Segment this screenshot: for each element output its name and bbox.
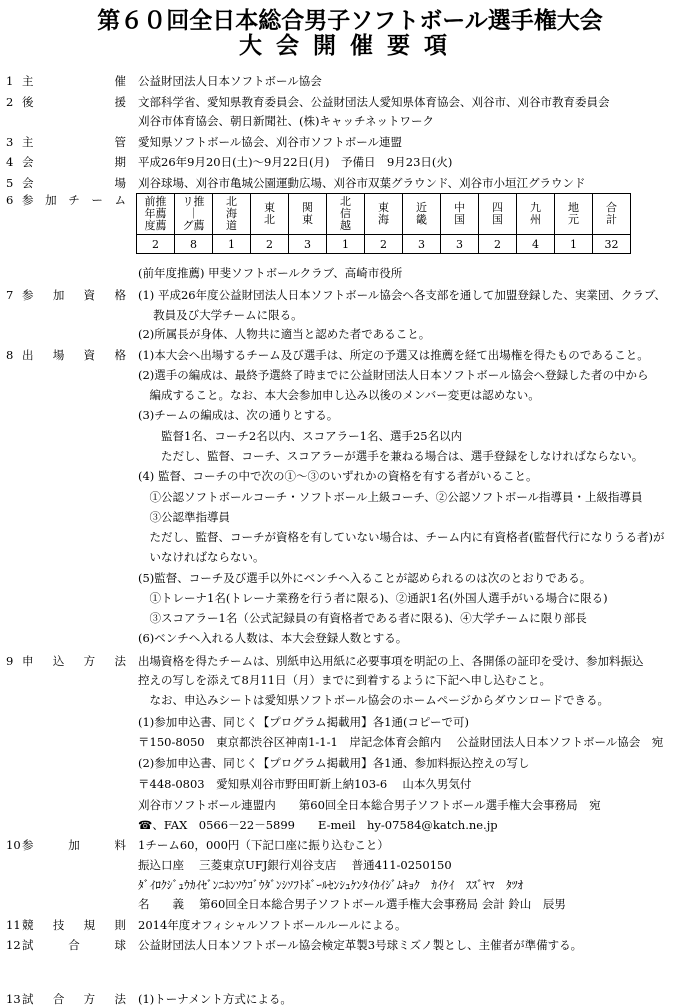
team-header-cell: 前推 年薦 度薦 xyxy=(137,194,175,235)
team-allocation-table xyxy=(136,193,631,254)
section-text-line: 2014年度オフィシャルソフトボールルールによる。 xyxy=(138,918,407,932)
section-number: 7 xyxy=(6,288,14,302)
section-text-line: (2)参加申込書、同じく【プログラム掲載用】各1通、参加料振込控えの写し xyxy=(138,756,530,770)
section-text-line: 公益財団法人日本ソフトボール協会検定革製3号球ミズノ製とし、主催者が準備する。 xyxy=(138,938,583,952)
section-text-line: (6)ベンチへ入れる人数は、本大会登録人数とする。 xyxy=(138,631,408,645)
team-value-cell: 2 xyxy=(137,235,175,254)
team-header-cell: 東 海 xyxy=(365,194,403,235)
section-number: 6 xyxy=(6,193,14,207)
section-text-line: 1チーム60，000円（下記口座に振り込むこと） xyxy=(138,838,389,852)
team-value-cell: 1 xyxy=(327,235,365,254)
section-label: 会 場 xyxy=(22,176,126,190)
team-header-cell: 関 東 xyxy=(289,194,327,235)
section-text-line: 平成26年9月20日(土)～9月22日(月) 予備日 9月23日(火) xyxy=(138,155,453,169)
section-text-line: (1)参加申込書、同じく【プログラム掲載用】各1通(コピーで可) xyxy=(138,715,470,729)
document-title: 第６０回全日本総合男子ソフトボール選手権大会 xyxy=(97,8,603,34)
section-label: 会 期 xyxy=(22,155,126,169)
section-text-line: (5)監督、コーチ及び選手以外にベンチへ入ることが認められるのは次のとおりである。 xyxy=(138,571,592,585)
section-text-line: 名 義 第60回全日本総合男子ソフトボール選手権大会事務局 会計 鈴山 辰男 xyxy=(138,897,566,911)
team-header-cell: 四 国 xyxy=(479,194,517,235)
section-text-line: 公益財団法人日本ソフトボール協会 xyxy=(138,74,322,88)
section-text-line: (4) 監督、コーチの中で次の①～③のいずれかの資格を有する者がいること。 xyxy=(138,469,538,483)
team-value-cell: 2 xyxy=(365,235,403,254)
section-number: 8 xyxy=(6,348,14,362)
section-number: 4 xyxy=(6,155,14,169)
team-note: (前年度推薦) 甲斐ソフトボールクラブ、高崎市役所 xyxy=(138,266,403,280)
section-label: 主 管 xyxy=(22,135,126,149)
team-value-cell: 2 xyxy=(251,235,289,254)
section-text-line: (1)本大会へ出場するチーム及び選手は、所定の予選又は推薦を経て出場権を得たものであること。 xyxy=(138,348,649,362)
section-text-line: (2)選手の編成は、最終予選終了時までに公益財団法人日本ソフトボール協会へ登録した者の中から xyxy=(138,368,649,382)
section-text-line: 出場資格を得たチームは、別紙申込用紙に必要事項を明記の上、各開係の証印を受け、参加料振込 xyxy=(138,654,644,668)
section-label: 参 加 資 格 xyxy=(22,288,126,302)
team-header-cell: 合 計 xyxy=(593,194,631,235)
section-number: 3 xyxy=(6,135,14,149)
team-value-cell: 3 xyxy=(289,235,327,254)
section-number: 13 xyxy=(6,992,21,1006)
team-header-cell: 近 畿 xyxy=(403,194,441,235)
section-text-line: 刈谷市ソフトボール連盟内 第60回全日本総合男子ソフトボール選手権大会事務局 宛 xyxy=(138,798,601,812)
section-number: 1 xyxy=(6,74,14,88)
team-value-cell: 2 xyxy=(479,235,517,254)
section-text-line: いなければならない。 xyxy=(138,550,265,564)
team-header-cell: リ推 ｜ グ薦 xyxy=(175,194,213,235)
document-subtitle: 大会開催要項 xyxy=(239,33,461,59)
team-header-cell: 東 北 xyxy=(251,194,289,235)
section-text-line: なお、申込みシートは愛知県ソフトボール協会のホームページからダウンロードできる。 xyxy=(138,693,610,707)
section-text-line: 刈谷市体育協会、朝日新聞社、(株)キャッチネットワーク xyxy=(138,114,435,128)
team-header-cell: 中 国 xyxy=(441,194,479,235)
section-label: 後 援 xyxy=(22,95,126,109)
section-number: 9 xyxy=(6,654,14,668)
section-text-line: ☎、FAX 0566－22－5899 E-meil hy-07584@katch.ne.jp xyxy=(138,818,498,832)
section-label: 参 加 チ ー ム xyxy=(22,193,126,207)
section-label: 競 技 規 則 xyxy=(22,918,126,932)
team-value-cell: 8 xyxy=(175,235,213,254)
team-header-cell: 北 海 道 xyxy=(213,194,251,235)
section-label: 出 場 資 格 xyxy=(22,348,126,362)
team-value-cell: 1 xyxy=(555,235,593,254)
section-text-line: 愛知県ソフトボール協会、刈谷市ソフトボール連盟 xyxy=(138,135,403,149)
section-text-line: 監督1名、コーチ2名以内、スコアラー1名、選手25名以内 xyxy=(138,429,463,443)
section-number: 10 xyxy=(6,838,21,852)
team-header-cell: 北 信 越 xyxy=(327,194,365,235)
section-text-line: (1) 平成26年度公益財団法人日本ソフトボール協会へ各支部を通して加盟登録した、実業団、クラブ、 xyxy=(138,288,666,302)
section-text-line: ただし、監督、コーチ、スコアラーが選手を兼ねる場合は、選手登録をしなければならない。 xyxy=(138,449,644,463)
section-text-line: ただし、監督、コーチが資格を有していない場合は、チーム内に有資格者(監督代行になりうる者)が xyxy=(138,530,665,544)
section-number: 5 xyxy=(6,176,14,190)
section-text-line: ③公認準指導員 xyxy=(138,510,230,524)
section-label: 試 合 方 法 xyxy=(22,992,126,1006)
section-label: 試 合 球 xyxy=(22,938,126,952)
section-label: 参 加 料 xyxy=(22,838,126,852)
section-text-line: (1)トーナメント方式による。 xyxy=(138,992,292,1006)
team-value-cell: 3 xyxy=(441,235,479,254)
section-number: 12 xyxy=(6,938,21,952)
section-text-line: 文部科学省、愛知県教育委員会、公益財団法人愛知県体育協会、刈谷市、刈谷市教育委員会 xyxy=(138,95,610,109)
team-value-cell: 4 xyxy=(517,235,555,254)
section-text-line: ①公認ソフトボールコーチ・ソフトボール上級コーチ、②公認ソフトボール指導員・上級指導員 xyxy=(138,490,643,504)
section-text-line: 編成すること。なお、本大会参加申し込み以後のメンバー変更は認めない。 xyxy=(138,388,540,402)
team-value-cell: 1 xyxy=(213,235,251,254)
section-label: 申 込 方 法 xyxy=(22,654,126,668)
section-number: 11 xyxy=(6,918,21,932)
team-header-cell: 地 元 xyxy=(555,194,593,235)
section-text-line: 〒150-8050 東京都渋谷区神南1-1-1 岸記念体育会館内 公益財団法人日本ソフトボール協会 宛 xyxy=(138,735,664,749)
section-text-line: 振込口座 三菱東京UFJ銀行刈谷支店 普通411-0250150 xyxy=(138,858,452,872)
team-value-cell: 32 xyxy=(593,235,631,254)
section-label: 主 催 xyxy=(22,74,126,88)
section-text-line: (3)チームの編成は、次の通りとする。 xyxy=(138,408,339,422)
section-text-line: 〒448-0803 愛知県刈谷市野田町新上納103-6 山本久男気付 xyxy=(138,777,472,791)
section-text-line: ③スコアラー1名（公式記録員の有資格者である者に限る)、④大学チームに限り部長 xyxy=(138,611,587,625)
section-text-line: 教員及び大学チームに限る。 xyxy=(138,308,303,322)
section-text-line: ①トレーナ1名(トレーナ業務を行う者に限る)、②通訳1名(外国人選手がいる場合に限る) xyxy=(138,591,608,605)
section-text-line: 刈谷球場、刈谷市亀城公園運動広場、刈谷市双葉グラウンド、刈谷市小垣江グラウンド xyxy=(138,176,586,190)
section-text-line: (2)所属長が身体、人物共に適当と認めた者であること。 xyxy=(138,327,431,341)
section-text-line: ﾀﾞｲﾛｸｼﾞｭｳｶｲｾﾞﾝﾆﾎﾝｿｳｺﾞｳﾀﾞﾝｼｿﾌﾄﾎﾞｰﾙｾﾝｼｭｹﾝﾀｲｶｲｼﾞﾑｷｮｸ ｶｲｹｲ ｽｽﾞﾔﾏ ﾀﾂｵ xyxy=(138,878,524,892)
team-value-cell: 3 xyxy=(403,235,441,254)
section-text-line: 控えの写しを添えて8月11日（月）までに到着するように下記へ申し込むこと。 xyxy=(138,673,551,687)
team-header-cell: 九 州 xyxy=(517,194,555,235)
section-number: 2 xyxy=(6,95,14,109)
